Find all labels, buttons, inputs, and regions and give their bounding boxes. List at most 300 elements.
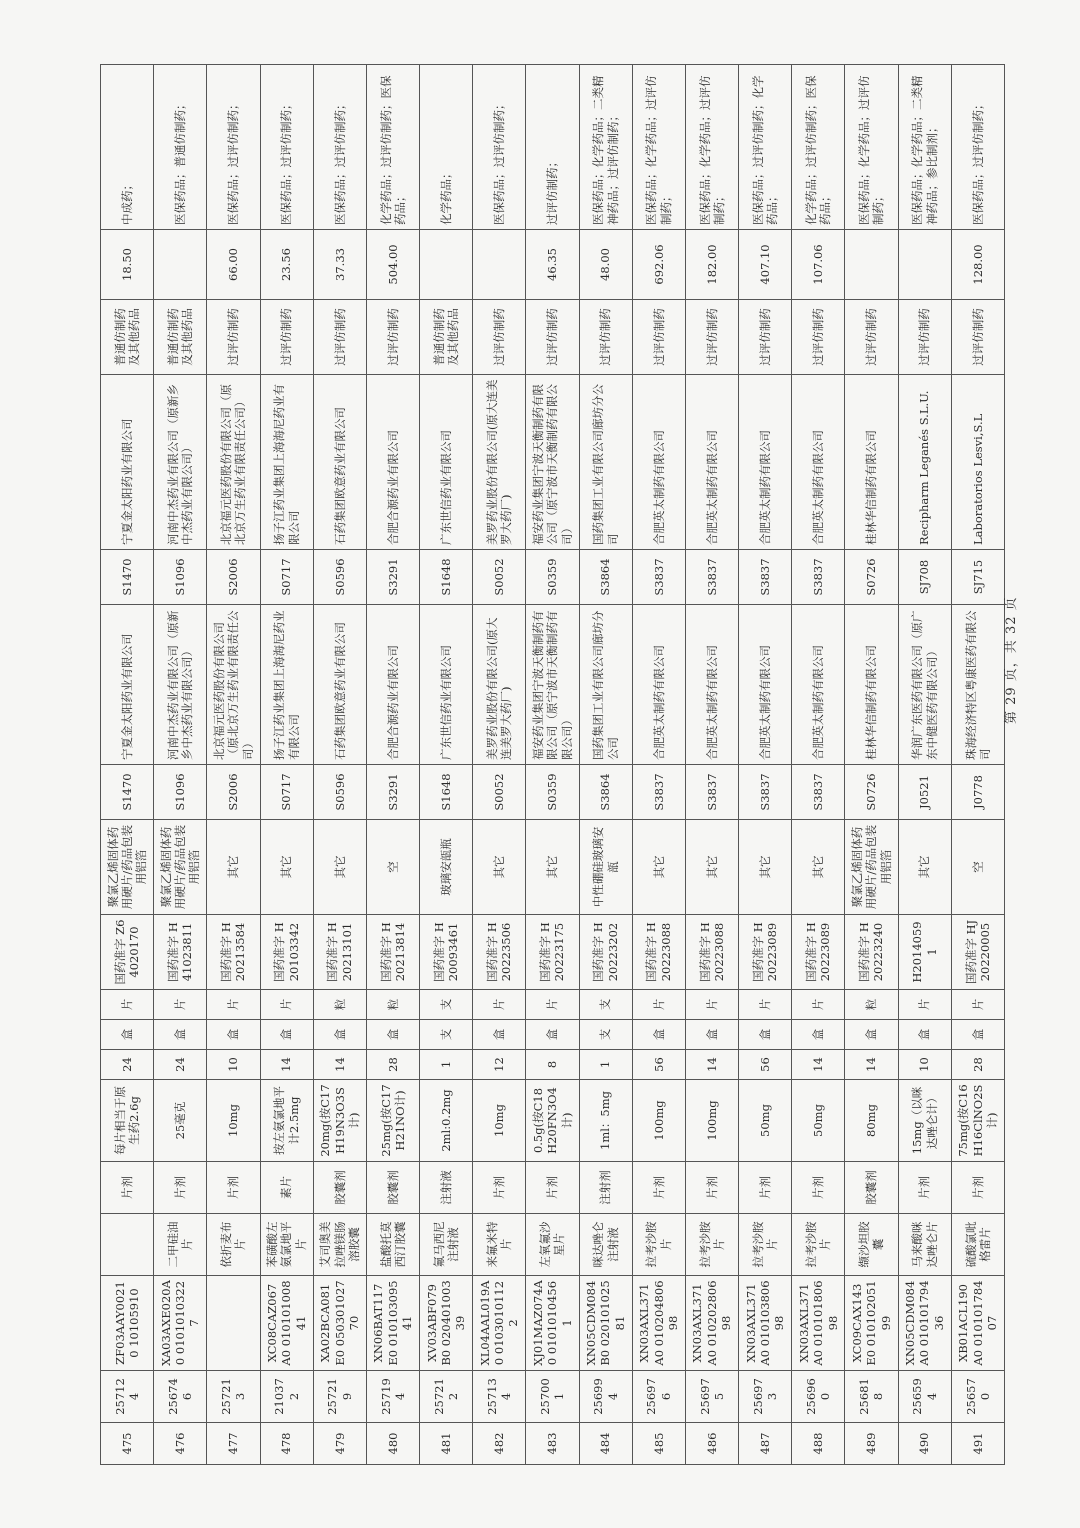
table-cell: 普通仿制药及其他药品: [420, 300, 473, 375]
table-cell: 北京福元医药股份有限公司（原北京万生药业有限责任公司）: [207, 605, 260, 765]
table-cell: SJ715: [951, 550, 1004, 605]
table-cell: 广东世信药业有限公司: [420, 375, 473, 550]
table-cell: 片剂: [632, 1162, 685, 1214]
table-cell: 国药准字 H20223088: [685, 915, 738, 990]
table-cell: 粒: [845, 990, 898, 1020]
table-cell: 扬子江药业集团上海海尼药业有限公司: [260, 375, 313, 550]
table-cell: 其它: [473, 820, 526, 915]
table-cell: 50mg: [792, 1080, 845, 1162]
table-cell: 256594: [898, 1371, 951, 1423]
table-cell: 其它: [526, 820, 579, 915]
table-cell: 128.00: [951, 230, 1004, 300]
table-cell: 医保药品；化学药品；过评仿制药；: [845, 65, 898, 230]
table-cell: 石药集团欧意药业有限公司: [313, 375, 366, 550]
table-cell: 479: [313, 1423, 366, 1465]
table-cell: S0359: [526, 765, 579, 820]
table-cell: 过评仿制药: [313, 300, 366, 375]
table-cell: [207, 1276, 260, 1371]
table-cell: XV03ABF079B0 02040100339: [420, 1276, 473, 1371]
table-cell: 国药准字 H20093461: [420, 915, 473, 990]
table-row: [792, 65, 845, 1465]
table-cell: 胶囊剂: [313, 1162, 366, 1214]
table-cell: 普通仿制药及其他药品: [101, 300, 154, 375]
table-cell: 257124: [101, 1371, 154, 1423]
table-cell: 257134: [473, 1371, 526, 1423]
table-cell: 480: [366, 1423, 419, 1465]
table-cell: 504.00: [366, 230, 419, 300]
table-cell: 华润广东医药有限公司（原广东中健医药有限公司）: [898, 605, 951, 765]
table-cell: 美罗药业股份有限公司(原大连美罗大药厂): [473, 605, 526, 765]
table-cell: 256994: [579, 1371, 632, 1423]
table-cell: 14: [685, 1050, 738, 1080]
table-cell: 合肥合源药业有限公司: [366, 375, 419, 550]
table-cell: 宁夏金太阳药业有限公司: [101, 605, 154, 765]
table-cell: 256818: [845, 1371, 898, 1423]
table-cell: 合肥英太制药有限公司: [685, 375, 738, 550]
page-number-footer: 第 29 页，共 32 页: [1004, 596, 1019, 724]
table-cell: 盒: [951, 1020, 1004, 1050]
table-cell: 25mg(按C17H21NO计): [366, 1080, 419, 1162]
table-cell: 475: [101, 1423, 154, 1465]
table-cell: 66.00: [207, 230, 260, 300]
table-cell: 盒: [366, 1020, 419, 1050]
table-cell: 486: [685, 1423, 738, 1465]
table-cell: S3837: [632, 765, 685, 820]
table-cell: 片剂: [685, 1162, 738, 1214]
table-cell: 河南中杰药业有限公司（原新乡中杰药业有限公司）: [154, 375, 207, 550]
table-cell: 合肥英太制药有限公司: [739, 605, 792, 765]
table-cell: XN03AXL371A0 01010180698: [792, 1276, 845, 1371]
table-cell: 1: [420, 1050, 473, 1080]
table-cell: S0052: [473, 550, 526, 605]
table-cell: 484: [579, 1423, 632, 1465]
table-cell: 国药集团工业有限公司廊坊分公司: [579, 375, 632, 550]
table-cell: 拉考沙胺片: [739, 1214, 792, 1276]
table-cell: 盐酸托莫西汀胶囊: [366, 1214, 419, 1276]
table-cell: 盒: [685, 1020, 738, 1050]
table-cell: S3291: [366, 550, 419, 605]
table-row: [579, 65, 632, 1465]
table-cell: S0726: [845, 550, 898, 605]
table-cell: S0359: [526, 550, 579, 605]
table-cell: 487: [739, 1423, 792, 1465]
table-cell: J0521: [898, 765, 951, 820]
table-cell: 28: [366, 1050, 419, 1080]
table-row: [313, 65, 366, 1465]
table-cell: [845, 230, 898, 300]
table-cell: 每片相当于原生药2.6g: [101, 1080, 154, 1162]
table-cell: 注射剂: [579, 1162, 632, 1214]
table-row: [739, 65, 792, 1465]
table-cell: 478: [260, 1423, 313, 1465]
table-cell: 国药准字 Z64020170: [101, 915, 154, 990]
table-cell: 692.06: [632, 230, 685, 300]
table-cell: XC09CAX143E0 01010205199: [845, 1276, 898, 1371]
table-cell: S1096: [154, 550, 207, 605]
table-cell: 片: [632, 990, 685, 1020]
table-cell: [154, 230, 207, 300]
table-cell: 医保药品；化学药品；过评仿制药；: [632, 65, 685, 230]
table-cell: S2006: [207, 550, 260, 605]
table-row: [154, 65, 207, 1465]
table-row: [101, 65, 154, 1465]
table-cell: 国药准字 H20223088: [632, 915, 685, 990]
table-cell: 化学药品；过评仿制药；医保药品；: [792, 65, 845, 230]
table-cell: 片: [739, 990, 792, 1020]
table-cell: 片: [951, 990, 1004, 1020]
table-cell: 粒: [313, 990, 366, 1020]
table-cell: S0717: [260, 765, 313, 820]
table-cell: 407.10: [739, 230, 792, 300]
table-cell: 合肥英太制药有限公司: [632, 375, 685, 550]
table-cell: XL04AAL019A0 01030101122: [473, 1276, 526, 1371]
table-cell: 15mg（以咪达唑仑计）: [898, 1080, 951, 1162]
table-cell: 盒: [632, 1020, 685, 1050]
table-cell: 国药准字 H20223175: [526, 915, 579, 990]
table-cell: 14: [845, 1050, 898, 1080]
table-cell: 其它: [739, 820, 792, 915]
table-cell: S0717: [260, 550, 313, 605]
table-cell: 医保药品；化学药品；过评仿制药；: [685, 65, 738, 230]
table-cell: 56: [632, 1050, 685, 1080]
table-cell: 桂林华信制药有限公司: [845, 605, 898, 765]
table-row: [473, 65, 526, 1465]
table-cell: 盒: [313, 1020, 366, 1050]
table-cell: 马来酸咪达唑仑片: [898, 1214, 951, 1276]
table-cell: 医保药品；化学药品；二类精神药品；过评仿制药；: [579, 65, 632, 230]
table-cell: 片剂: [526, 1162, 579, 1214]
table-cell: 过评仿制药: [792, 300, 845, 375]
table-cell: 23.56: [260, 230, 313, 300]
table-cell: 25毫克: [154, 1080, 207, 1162]
table-cell: 艾司奥美拉唑镁肠溶胶囊: [313, 1214, 366, 1276]
table-cell: 14: [313, 1050, 366, 1080]
table-cell: S1470: [101, 550, 154, 605]
table-cell: [101, 1214, 154, 1276]
table-cell: 477: [207, 1423, 260, 1465]
table-cell: 国药准字 H20223202: [579, 915, 632, 990]
table-cell: 257219: [313, 1371, 366, 1423]
table-cell: 空: [951, 820, 1004, 915]
table-row: [845, 65, 898, 1465]
table-cell: 国药准字 H20223240: [845, 915, 898, 990]
table-cell: 苯磺酸左氨氯地平片: [260, 1214, 313, 1276]
table-cell: XA03AXE020A0 01010103227: [154, 1276, 207, 1371]
table-cell: 210372: [260, 1371, 313, 1423]
table-cell: 18.50: [101, 230, 154, 300]
table-cell: 咪达唑仑注射液: [579, 1214, 632, 1276]
table-cell: 注射液: [420, 1162, 473, 1214]
table-cell: S3837: [792, 550, 845, 605]
table-cell: 氟马西尼注射液: [420, 1214, 473, 1276]
table-cell: J0778: [951, 765, 1004, 820]
table-cell: 粒: [366, 990, 419, 1020]
table-cell: 胶囊剂: [845, 1162, 898, 1214]
table-cell: H20140591: [898, 915, 951, 990]
table-cell: 聚氯乙烯固体药用硬片/药品包装用铝箔: [101, 820, 154, 915]
table-cell: S3837: [685, 765, 738, 820]
table-cell: 257001: [526, 1371, 579, 1423]
table-cell: 盒: [101, 1020, 154, 1050]
table-cell: 489: [845, 1423, 898, 1465]
table-cell: 中性硼硅玻璃安瓿: [579, 820, 632, 915]
table-cell: 盒: [526, 1020, 579, 1050]
table-cell: 扬子江药业集团上海海尼药业有限公司: [260, 605, 313, 765]
table-cell: 过评仿制药: [951, 300, 1004, 375]
table-cell: 片: [101, 990, 154, 1020]
table-cell: 107.06: [792, 230, 845, 300]
table-cell: 过评仿制药: [473, 300, 526, 375]
table-cell: XN05CDM084A0 01010179436: [898, 1276, 951, 1371]
table-cell: 14: [792, 1050, 845, 1080]
table-cell: S3837: [685, 550, 738, 605]
table-cell: 国药准字 H20213584: [207, 915, 260, 990]
table-cell: XB01ACL190A0 01010178407: [951, 1276, 1004, 1371]
table-cell: S3837: [792, 765, 845, 820]
table-cell: 支: [420, 1020, 473, 1050]
table-cell: [473, 230, 526, 300]
table-cell: 其它: [898, 820, 951, 915]
table-cell: 1ml：5mg: [579, 1080, 632, 1162]
table-cell: 桂林华信制药有限公司: [845, 375, 898, 550]
table-cell: S1648: [420, 765, 473, 820]
table-cell: 过评仿制药: [526, 300, 579, 375]
table-cell: 100mg: [632, 1080, 685, 1162]
table-cell: S3837: [739, 550, 792, 605]
table-cell: 481: [420, 1423, 473, 1465]
table-cell: 国药准字 H20213101: [313, 915, 366, 990]
table-cell: 257213: [207, 1371, 260, 1423]
table-cell: 过评仿制药: [366, 300, 419, 375]
table-cell: 片: [207, 990, 260, 1020]
table-cell: 聚氯乙烯固体药用硬片/药品包装用铝箔: [154, 820, 207, 915]
table-cell: 80mg: [845, 1080, 898, 1162]
table-cell: 国药准字 H41023811: [154, 915, 207, 990]
table-cell: 490: [898, 1423, 951, 1465]
table-cell: 聚氯乙烯固体药用硬片/药品包装用铝箔: [845, 820, 898, 915]
table-cell: XN03AXL371A0 01020280698: [685, 1276, 738, 1371]
table-cell: S3864: [579, 550, 632, 605]
table-cell: 过评仿制药: [207, 300, 260, 375]
table-cell: 12: [473, 1050, 526, 1080]
table-row: [260, 65, 313, 1465]
table-cell: 过评仿制药: [632, 300, 685, 375]
table-cell: 支: [579, 1020, 632, 1050]
table-cell: 256973: [739, 1371, 792, 1423]
table-cell: S2006: [207, 765, 260, 820]
table-cell: 医保药品；过评仿制药；: [207, 65, 260, 230]
table-cell: 胶囊剂: [366, 1162, 419, 1214]
table-cell: 其它: [260, 820, 313, 915]
table-cell: 2ml:0.2mg: [420, 1080, 473, 1162]
table-cell: 476: [154, 1423, 207, 1465]
table-cell: 片: [898, 990, 951, 1020]
table-cell: 河南中杰药业有限公司（原新乡中杰药业有限公司）: [154, 605, 207, 765]
table-cell: 国药准字 H20213814: [366, 915, 419, 990]
table-cell: 国药准字 H20223089: [739, 915, 792, 990]
table-cell: 支: [579, 990, 632, 1020]
table-cell: 医保药品；过评仿制药；: [951, 65, 1004, 230]
table-cell: 国药准字 HJ20220005: [951, 915, 1004, 990]
table-cell: 482: [473, 1423, 526, 1465]
table-cell: ZF03AAY00210 10105910: [101, 1276, 154, 1371]
table-cell: XN03AXL371A0 01020480698: [632, 1276, 685, 1371]
table-cell: 50mg: [739, 1080, 792, 1162]
table-cell: 过评仿制药；: [526, 65, 579, 230]
table-cell: 片: [260, 990, 313, 1020]
table-cell: 素片: [260, 1162, 313, 1214]
table-cell: 256746: [154, 1371, 207, 1423]
table-cell: 来氟米特片: [473, 1214, 526, 1276]
table-cell: 医保药品；过评仿制药；化学药品；: [739, 65, 792, 230]
table-cell: 宁夏金太阳药业有限公司: [101, 375, 154, 550]
table-cell: 48.00: [579, 230, 632, 300]
table-cell: S0726: [845, 765, 898, 820]
table-cell: S1470: [101, 765, 154, 820]
table-cell: S0596: [313, 550, 366, 605]
table-cell: 盒: [154, 1020, 207, 1050]
table-cell: 56: [739, 1050, 792, 1080]
table-cell: 福安药业集团宁波天衡制药有限公司（原宁波市天衡制药有限公司）: [526, 605, 579, 765]
table-cell: 片剂: [154, 1162, 207, 1214]
table-cell: 片: [154, 990, 207, 1020]
table-cell: 片剂: [792, 1162, 845, 1214]
table-row: [951, 65, 1004, 1465]
table-cell: 医保药品；过评仿制药；: [260, 65, 313, 230]
table-cell: 按左氨氯地平计2.5mg: [260, 1080, 313, 1162]
table-cell: 其它: [632, 820, 685, 915]
table-cell: 国药准字 H20223506: [473, 915, 526, 990]
drug-list-table: [100, 64, 1005, 1465]
table-row: [420, 65, 473, 1465]
table-cell: XJ01MAZ074A0 01010104561: [526, 1276, 579, 1371]
table-row: [685, 65, 738, 1465]
table-cell: 过评仿制药: [739, 300, 792, 375]
table-cell: 国药准字 H20103342: [260, 915, 313, 990]
table-cell: 国药准字 H20223089: [792, 915, 845, 990]
table-cell: Laboratorios Lesvi,S.L: [951, 375, 1004, 550]
table-cell: S3291: [366, 765, 419, 820]
table-cell: 合肥英太制药有限公司: [792, 375, 845, 550]
table-cell: 硫酸氯吡格雷片: [951, 1214, 1004, 1276]
table-cell: 过评仿制药: [579, 300, 632, 375]
table-cell: 24: [101, 1050, 154, 1080]
table-cell: 片剂: [207, 1162, 260, 1214]
table-cell: 8: [526, 1050, 579, 1080]
table-cell: 其它: [207, 820, 260, 915]
table-cell: 491: [951, 1423, 1004, 1465]
table-cell: 中成药；: [101, 65, 154, 230]
table-cell: 100mg: [685, 1080, 738, 1162]
table-cell: 合肥英太制药有限公司: [632, 605, 685, 765]
table-cell: 28: [951, 1050, 1004, 1080]
table-cell: 拉考沙胺片: [632, 1214, 685, 1276]
table-cell: 20mg(按C17H19N3O3S计): [313, 1080, 366, 1162]
table-cell: 盒: [845, 1020, 898, 1050]
table-cell: 75mg(按C16H16ClNO2S计): [951, 1080, 1004, 1162]
table-cell: 珠海经济特区粤康医药有限公司: [951, 605, 1004, 765]
table-cell: 石药集团欧意药业有限公司: [313, 605, 366, 765]
table-cell: S0596: [313, 765, 366, 820]
table-cell: 广东世信药业有限公司: [420, 605, 473, 765]
table-cell: 化学药品；过评仿制药；医保药品；: [366, 65, 419, 230]
table-cell: 10: [898, 1050, 951, 1080]
table-cell: XC08CAZ067A0 01010100841: [260, 1276, 313, 1371]
table-cell: 257212: [420, 1371, 473, 1423]
table-cell: 医保药品；过评仿制药；: [313, 65, 366, 230]
table-cell: S1096: [154, 765, 207, 820]
table-cell: S0052: [473, 765, 526, 820]
table-cell: 拉考沙胺片: [685, 1214, 738, 1276]
table-cell: 化学药品；: [420, 65, 473, 230]
table-cell: SJ708: [898, 550, 951, 605]
table-cell: 国药集团工业有限公司廊坊分公司: [579, 605, 632, 765]
table-cell: 其它: [313, 820, 366, 915]
table-row: [366, 65, 419, 1465]
table-cell: 拉考沙胺片: [792, 1214, 845, 1276]
table-cell: 合肥英太制药有限公司: [739, 375, 792, 550]
table-cell: 10mg: [473, 1080, 526, 1162]
table-cell: 过评仿制药: [260, 300, 313, 375]
table-cell: 片剂: [101, 1162, 154, 1214]
table-cell: 其它: [792, 820, 845, 915]
table-cell: 256570: [951, 1371, 1004, 1423]
table-row: [898, 65, 951, 1465]
table-cell: 其它: [685, 820, 738, 915]
table-cell: 片: [473, 990, 526, 1020]
table-cell: S1648: [420, 550, 473, 605]
table-cell: 256976: [632, 1371, 685, 1423]
table-cell: 46.35: [526, 230, 579, 300]
table-cell: 片: [685, 990, 738, 1020]
table-cell: 二甲硅油片: [154, 1214, 207, 1276]
table-cell: 医保药品；普通仿制药；: [154, 65, 207, 230]
table-cell: 支: [420, 990, 473, 1020]
table-row: [632, 65, 685, 1465]
table-cell: 医保药品；过评仿制药；: [473, 65, 526, 230]
table-row: [207, 65, 260, 1465]
table-cell: 182.00: [685, 230, 738, 300]
table-cell: 合肥英太制药有限公司: [685, 605, 738, 765]
table-cell: 盒: [473, 1020, 526, 1050]
table-cell: 普通仿制药及其他药品: [154, 300, 207, 375]
table-cell: 488: [792, 1423, 845, 1465]
table-cell: 片剂: [739, 1162, 792, 1214]
table-cell: 过评仿制药: [898, 300, 951, 375]
table-cell: 盒: [207, 1020, 260, 1050]
table-cell: 14: [260, 1050, 313, 1080]
table-cell: 片: [526, 990, 579, 1020]
table-cell: XA02BCA081E0 05030102770: [313, 1276, 366, 1371]
table-cell: Recipharm Leganés S.L.U.: [898, 375, 951, 550]
table-cell: 0.5g(按C18H20FN3O4计): [526, 1080, 579, 1162]
table-cell: S3837: [739, 765, 792, 820]
table-cell: 片: [792, 990, 845, 1020]
table-cell: 依折麦布片: [207, 1214, 260, 1276]
table-cell: 256960: [792, 1371, 845, 1423]
table-cell: [420, 230, 473, 300]
table-cell: S3864: [579, 765, 632, 820]
table-cell: 缬沙坦胶囊: [845, 1214, 898, 1276]
table-cell: 过评仿制药: [845, 300, 898, 375]
table-cell: S3837: [632, 550, 685, 605]
table-cell: 医保药品；化学药品；二类精神药品；参比制剂；: [898, 65, 951, 230]
table-cell: XN03AXL371A0 01010380698: [739, 1276, 792, 1371]
table-cell: 盒: [260, 1020, 313, 1050]
table-cell: XN06BAT117E0 01010309541: [366, 1276, 419, 1371]
table-cell: [898, 230, 951, 300]
table-cell: 485: [632, 1423, 685, 1465]
